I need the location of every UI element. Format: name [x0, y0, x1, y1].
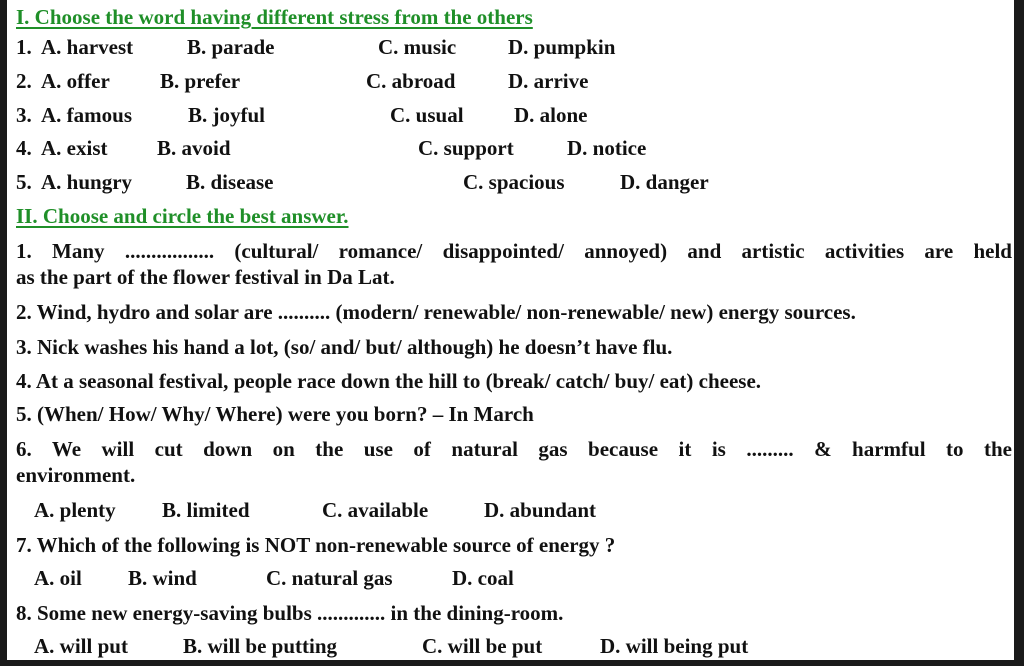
q6-option-d: D. abundant	[484, 498, 597, 522]
q2-option-d: D. arrive	[508, 69, 589, 93]
section2-heading: II. Choose and circle the best answer.	[16, 204, 349, 228]
q7-option-a: A. oil	[34, 566, 82, 590]
q4-option-b: B. avoid	[157, 136, 231, 160]
q5-option-c: C. spacious	[463, 170, 565, 194]
mc-question-6-line-2: environment.	[16, 463, 136, 487]
q6-option-a: A. plenty	[34, 498, 116, 522]
q4-option-a: A. exist	[41, 136, 108, 160]
q3-option-b: B. joyful	[188, 103, 266, 127]
q2-option-a: A. offer	[41, 69, 110, 93]
q3-option-c: C. usual	[390, 103, 464, 127]
q2-option-b: B. prefer	[160, 69, 241, 93]
q1-option-a: A. harvest	[41, 35, 134, 59]
q8-option-d: D. will being put	[600, 634, 749, 658]
q1-label: 1.	[16, 35, 32, 59]
q8-option-b: B. will be putting	[183, 634, 338, 658]
q4-option-d: D. notice	[567, 136, 647, 160]
mc-question-1-line-1: 1. Many ................. (cultural/ romance/ disappointed/ annoyed) and artistic activities are held	[16, 239, 1012, 263]
mc-question-4: 4. At a seasonal festival, people race down the hill to (break/ catch/ buy/ eat) cheese.	[16, 369, 762, 393]
mc-question-2: 2. Wind, hydro and solar are .......... (modern/ renewable/ non-renewable/ new) energy sources.	[16, 300, 856, 324]
q2-option-c: C. abroad	[366, 69, 456, 93]
q5-label: 5.	[16, 170, 32, 194]
q3-option-d: D. alone	[514, 103, 588, 127]
q8-option-c: C. will be put	[422, 634, 543, 658]
mc-question-5: 5. (When/ How/ Why/ Where) were you born? – In March	[16, 402, 534, 426]
q5-option-a: A. hungry	[41, 170, 133, 194]
q7-option-d: D. coal	[452, 566, 514, 590]
q5-option-d: D. danger	[620, 170, 709, 194]
mc-question-3: 3. Nick washes his hand a lot, (so/ and/ but/ although) he doesn’t have flu.	[16, 335, 673, 359]
bottom-border	[0, 660, 1024, 666]
q1-option-b: B. parade	[187, 35, 275, 59]
mc-question-1-line-2: as the part of the flower festival in Da Lat.	[16, 265, 395, 289]
q5-option-b: B. disease	[186, 170, 274, 194]
q3-option-a: A. famous	[41, 103, 133, 127]
q8-option-a: A. will put	[34, 634, 128, 658]
mc-question-6-line-1: 6. We will cut down on the use of natural gas because it is ......... & harmful to the	[16, 437, 1012, 461]
left-border	[0, 0, 7, 666]
q1-option-c: C. music	[378, 35, 457, 59]
q6-option-c: C. available	[322, 498, 429, 522]
q7-option-c: C. natural gas	[266, 566, 393, 590]
mc-question-8: 8. Some new energy-saving bulbs ............. in the dining-room.	[16, 601, 564, 625]
right-border	[1014, 0, 1024, 666]
q6-option-b: B. limited	[162, 498, 250, 522]
q2-label: 2.	[16, 69, 32, 93]
q1-option-d: D. pumpkin	[508, 35, 616, 59]
mc-question-7: 7. Which of the following is NOT non-renewable source of energy ?	[16, 533, 616, 557]
q4-label: 4.	[16, 136, 32, 160]
q3-label: 3.	[16, 103, 32, 127]
q4-option-c: C. support	[418, 136, 514, 160]
q7-option-b: B. wind	[128, 566, 197, 590]
section1-heading: I. Choose the word having different stress from the others	[16, 5, 533, 29]
